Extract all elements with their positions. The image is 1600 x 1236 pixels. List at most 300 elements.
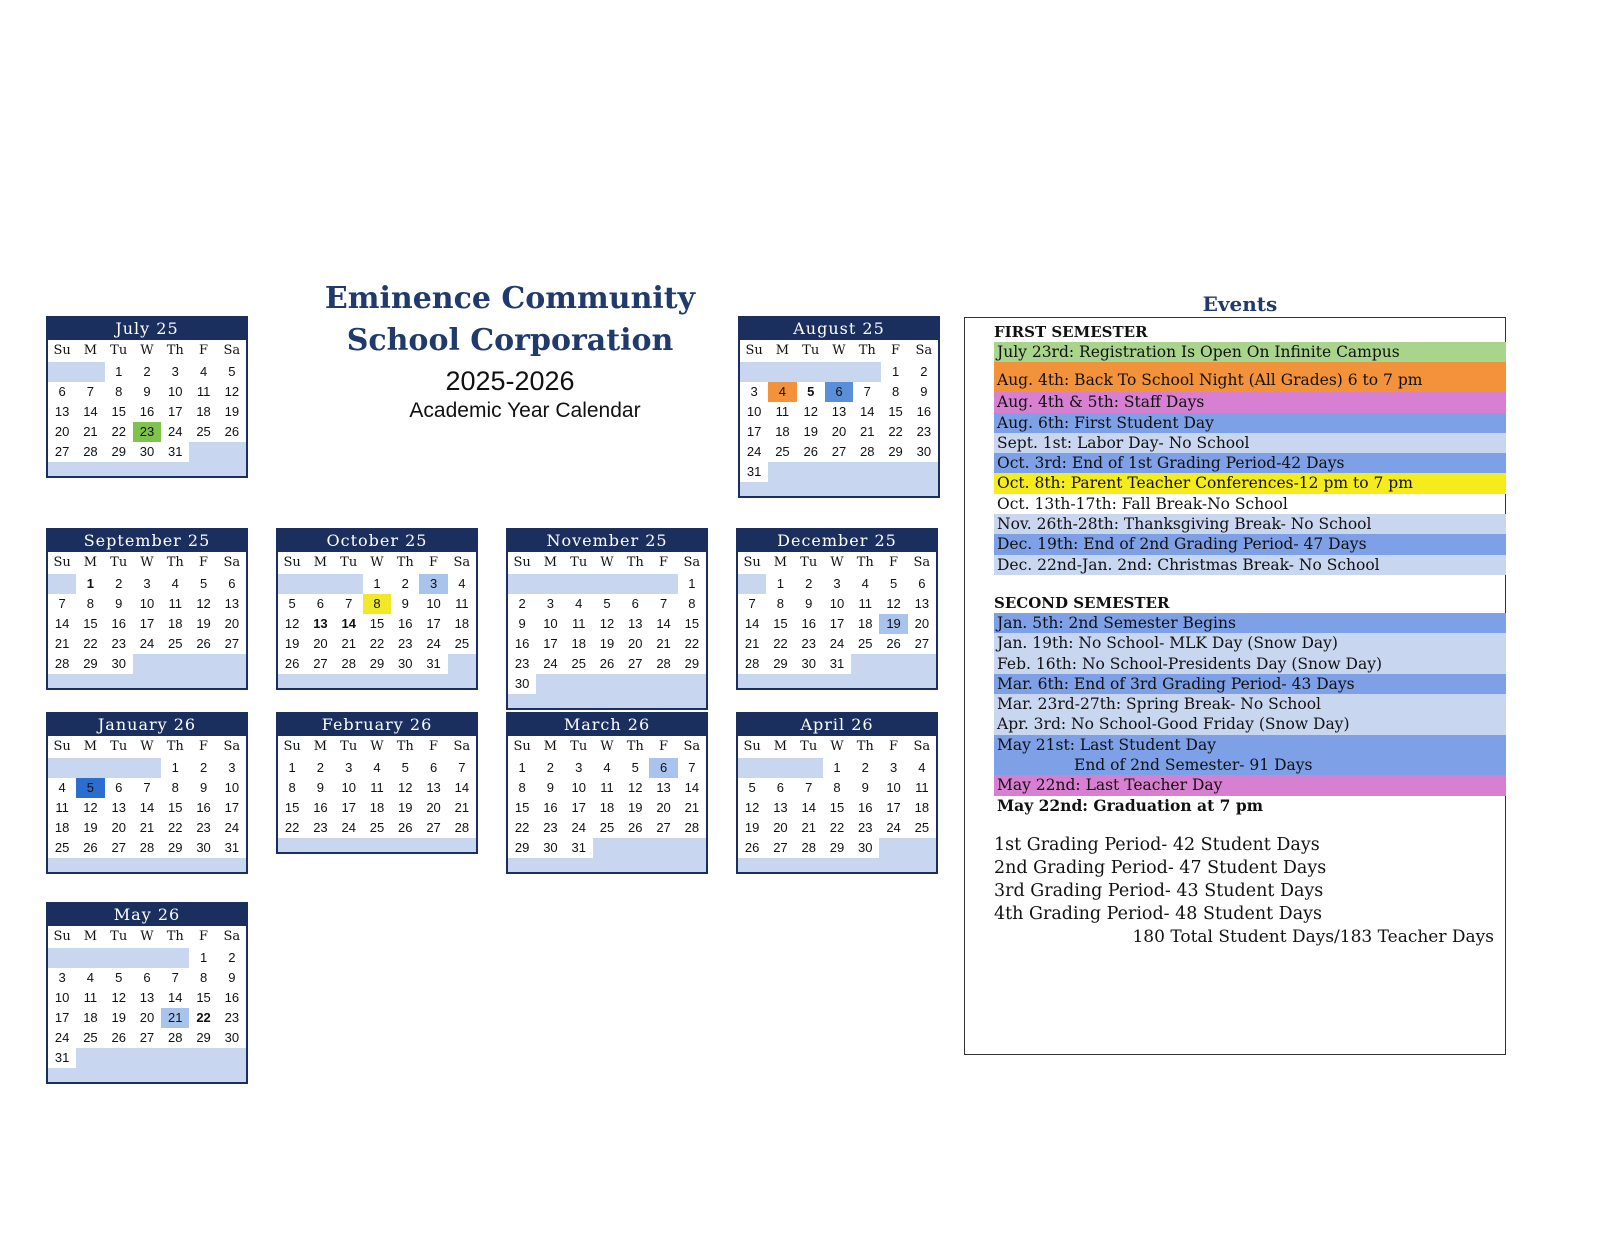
empty-day (851, 654, 879, 674)
day-cell: 15 (284, 800, 300, 815)
day-cell: 20 (628, 636, 643, 651)
day-of-week-row (508, 736, 706, 758)
day-of-week-row (740, 340, 938, 362)
grading-period-line: 1st Grading Period- 42 Student Days (994, 834, 1320, 855)
total-days: 180 Total Student Days/183 Teacher Days (1132, 926, 1494, 947)
day-cell: 1 (171, 760, 179, 775)
days-grid (48, 362, 246, 462)
day-cell: 23 (224, 1010, 240, 1025)
day-cell: 5 (401, 760, 409, 775)
day-cell: 15 (196, 990, 211, 1005)
day-cell: 6 (228, 576, 236, 591)
empty-day (565, 674, 593, 694)
day-cell: 4 (575, 596, 583, 611)
day-cell: 24 (829, 636, 845, 651)
event-item: Aug. 4th: Back To School Night (All Grades) 6 to 7 pm (994, 362, 1506, 392)
day-label: F (891, 343, 901, 358)
day-cell: 30 (858, 840, 873, 855)
empty-day (768, 362, 796, 382)
month-name: July 25 (48, 318, 246, 340)
empty-day (825, 462, 853, 482)
event-item: May 22nd: Graduation at 7 pm (997, 795, 1264, 815)
day-cell: 29 (111, 444, 126, 459)
day-cell: 26 (744, 840, 760, 855)
day-label: Tu (110, 343, 128, 358)
day-cell: 3 (889, 760, 898, 775)
day-cell: 18 (599, 800, 615, 815)
event-item: Mar. 6th: End of 3rd Grading Period- 43 Days (994, 674, 1506, 694)
day-label: W (830, 739, 844, 754)
day-label: F (199, 929, 209, 944)
day-cell: 5 (889, 576, 898, 591)
day-cell: 24 (139, 636, 155, 651)
day-cell: 28 (684, 820, 700, 835)
calendar-title-block (290, 278, 730, 423)
day-cell: 16 (111, 616, 126, 631)
day-cell: 31 (829, 656, 845, 671)
day-cell: 8 (199, 970, 208, 985)
day-cell: 20 (831, 424, 847, 439)
day-cell: 8 (171, 780, 179, 795)
day-label: F (199, 739, 209, 754)
day-label: Th (626, 555, 644, 570)
day-cell: 3 (419, 574, 447, 594)
second-semester-events (994, 613, 1506, 816)
day-cell: 20 (54, 424, 70, 439)
days-grid (48, 948, 246, 1068)
empty-day (105, 948, 133, 968)
day-cell: 29 (369, 656, 385, 671)
event-item: Oct. 3rd: End of 1st Grading Period-42 Days (994, 453, 1506, 473)
day-cell: 26 (83, 840, 98, 855)
event-item: May 21st: Last Student Day (994, 735, 1506, 755)
day-cell: 8 (688, 596, 696, 611)
month-name: December 25 (738, 530, 936, 552)
day-cell: 2 (228, 950, 236, 965)
grading-period-line: 2nd Grading Period- 47 Student Days (994, 857, 1327, 878)
month-name: January 26 (48, 714, 246, 736)
day-cell: 25 (196, 424, 211, 439)
day-label: W (140, 929, 154, 944)
empty-day (335, 574, 363, 594)
day-cell: 12 (196, 596, 211, 611)
day-cell: 22 (829, 820, 845, 835)
month-calendar (506, 528, 708, 710)
day-label: M (773, 739, 788, 754)
days-grid (508, 574, 706, 694)
empty-day (740, 362, 768, 382)
day-cell: 10 (886, 780, 901, 795)
day-cell: 21 (860, 424, 875, 439)
day-cell: 2 (115, 576, 123, 591)
day-cell: 17 (54, 1010, 70, 1025)
day-label: M (313, 739, 328, 754)
empty-day (536, 674, 564, 694)
day-cell: 18 (83, 1010, 98, 1025)
day-cell: 18 (369, 800, 385, 815)
day-cell: 3 (143, 576, 151, 591)
day-cell: 28 (139, 840, 155, 855)
day-cell: 10 (139, 596, 155, 611)
day-label: M (83, 929, 98, 944)
day-label: Tu (110, 555, 128, 570)
empty-day (910, 462, 938, 482)
empty-day (161, 1048, 189, 1068)
day-cell: 24 (341, 820, 356, 835)
day-cell: 25 (454, 636, 470, 651)
day-cell: 25 (914, 820, 930, 835)
empty-day (565, 574, 593, 594)
month-name: September 25 (48, 530, 246, 552)
month-footer (278, 674, 476, 688)
day-cell: 18 (914, 800, 930, 815)
days-grid (278, 574, 476, 674)
day-cell: 30 (916, 444, 932, 459)
day-cell: 6 (631, 596, 639, 611)
day-label: Th (626, 739, 644, 754)
month-calendar (276, 528, 478, 690)
empty-day (133, 758, 161, 778)
empty-day (133, 1048, 161, 1068)
day-cell: 23 (514, 656, 530, 671)
day-cell: 7 (863, 384, 871, 399)
empty-day (76, 758, 104, 778)
day-cell: 13 (139, 990, 155, 1005)
day-label: Sa (913, 739, 931, 754)
day-cell: 15 (684, 616, 700, 631)
day-cell: 14 (454, 780, 470, 795)
day-cell: 3 (58, 970, 66, 985)
day-cell: 28 (860, 444, 875, 459)
day-cell: 10 (829, 596, 845, 611)
month-name: November 25 (508, 530, 706, 552)
day-cell: 13 (628, 616, 643, 631)
days-grid (738, 758, 936, 858)
event-item: Mar. 23rd-27th: Spring Break- No School (994, 694, 1506, 714)
day-cell: 11 (571, 616, 586, 631)
day-label: Su (53, 555, 71, 570)
day-cell: 16 (398, 616, 413, 631)
day-cell: 25 (599, 820, 615, 835)
month-footer (48, 674, 246, 688)
month-footer (48, 462, 246, 476)
day-cell: 22 (369, 636, 385, 651)
day-label: Tu (800, 555, 818, 570)
day-label: F (199, 343, 209, 358)
day-cell: 18 (196, 404, 211, 419)
day-cell: 1 (288, 760, 296, 775)
day-cell: 22 (83, 636, 98, 651)
day-label: W (830, 555, 844, 570)
day-cell: 19 (196, 616, 211, 631)
day-label: Sa (453, 739, 471, 754)
day-cell: 30 (111, 656, 126, 671)
day-cell: 16 (543, 800, 558, 815)
day-label: Su (513, 739, 531, 754)
day-cell: 29 (888, 444, 903, 459)
day-cell: 10 (571, 780, 586, 795)
day-cell: 27 (54, 444, 70, 459)
day-cell: 3 (228, 760, 236, 775)
day-label: F (429, 555, 439, 570)
event-item: Oct. 13th-17th: Fall Break-No School (997, 494, 1288, 513)
empty-day (621, 574, 649, 594)
day-cell: 7 (58, 596, 66, 611)
day-cell: 12 (83, 800, 98, 815)
day-cell: 29 (83, 656, 98, 671)
day-cell: 28 (656, 656, 671, 671)
day-cell: 10 (746, 404, 762, 419)
day-cell: 22 (168, 820, 183, 835)
day-cell: 24 (426, 636, 441, 651)
day-label: Tu (340, 555, 358, 570)
day-of-week-row (48, 340, 246, 362)
days-grid (278, 758, 476, 838)
day-cell: 17 (426, 616, 441, 631)
day-cell: 16 (514, 636, 530, 651)
day-cell: 9 (861, 780, 869, 795)
day-of-week-row (738, 552, 936, 574)
event-item: Dec. 22nd-Jan. 2nd: Christmas Break- No School (994, 555, 1506, 575)
day-cell: 5 (288, 596, 296, 611)
day-cell: 1 (199, 950, 208, 965)
day-cell: 16 (801, 616, 816, 631)
day-cell: 6 (649, 758, 677, 778)
day-cell: 23 (543, 820, 558, 835)
day-cell: 14 (744, 616, 760, 631)
day-label: Th (858, 343, 876, 358)
day-cell: 5 (76, 778, 104, 798)
day-cell: 26 (398, 820, 413, 835)
day-cell: 2 (199, 760, 208, 775)
day-label: Sa (915, 343, 933, 358)
day-cell: 23 (398, 636, 413, 651)
day-label: Th (396, 555, 414, 570)
events-list (994, 322, 1506, 948)
day-cell: 14 (860, 404, 875, 419)
event-item: Apr. 3rd: No School-Good Friday (Snow Day) (994, 714, 1506, 734)
empty-day (105, 758, 133, 778)
days-grid (740, 362, 938, 482)
month-footer (508, 858, 706, 872)
empty-day (218, 442, 246, 462)
empty-day (593, 674, 621, 694)
day-cell: 12 (803, 404, 818, 419)
empty-day (48, 758, 76, 778)
day-cell: 30 (398, 656, 413, 671)
event-item: Oct. 8th: Parent Teacher Conferences-12 pm to 7 pm (994, 473, 1506, 493)
empty-day (76, 1048, 104, 1068)
month-footer (508, 694, 706, 708)
day-cell: 24 (543, 656, 558, 671)
day-cell: 6 (316, 596, 325, 611)
empty-day (161, 654, 189, 674)
day-label: Sa (453, 555, 471, 570)
school-name-line1: Eminence Community (324, 281, 696, 316)
day-cell: 14 (801, 800, 816, 815)
day-cell: 21 (801, 820, 816, 835)
day-cell: 17 (224, 800, 240, 815)
empty-day (48, 948, 76, 968)
day-cell: 15 (888, 404, 903, 419)
day-cell: 24 (54, 1030, 70, 1045)
empty-day (508, 574, 536, 594)
month-calendar (736, 528, 938, 690)
day-cell: 28 (341, 656, 356, 671)
day-cell: 4 (373, 760, 381, 775)
day-cell: 30 (196, 840, 211, 855)
day-label: W (832, 343, 846, 358)
day-cell: 3 (345, 760, 353, 775)
month-calendar (736, 712, 938, 874)
event-item: Aug. 4th & 5th: Staff Days (994, 392, 1506, 412)
empty-day (48, 574, 76, 594)
day-cell: 15 (773, 616, 788, 631)
day-cell: 15 (168, 800, 183, 815)
empty-day (649, 674, 677, 694)
day-label: M (83, 343, 98, 358)
day-cell: 15 (514, 800, 530, 815)
day-cell: 11 (196, 384, 211, 399)
day-of-week-row (738, 736, 936, 758)
day-cell: 6 (918, 576, 926, 591)
day-cell: 24 (886, 820, 901, 835)
day-cell: 22 (514, 820, 530, 835)
day-cell: 31 (54, 1050, 70, 1065)
empty-day (306, 574, 334, 594)
day-label: Th (166, 555, 184, 570)
day-cell: 26 (886, 636, 901, 651)
days-grid (48, 758, 246, 858)
day-cell: 6 (58, 384, 66, 399)
day-cell: 19 (398, 800, 413, 815)
day-cell: 1 (833, 760, 841, 775)
day-label: Tu (110, 739, 128, 754)
day-cell: 5 (631, 760, 639, 775)
day-cell: 9 (518, 616, 526, 631)
day-cell: 19 (599, 636, 615, 651)
day-cell: 19 (111, 1010, 126, 1025)
day-cell: 10 (341, 780, 356, 795)
day-cell: 15 (111, 404, 126, 419)
day-cell: 4 (171, 576, 179, 591)
day-cell: 13 (914, 596, 930, 611)
day-cell: 14 (341, 616, 356, 631)
day-label: Tu (570, 739, 588, 754)
day-cell: 14 (168, 990, 183, 1005)
day-cell: 20 (139, 1010, 155, 1025)
day-cell: 30 (543, 840, 558, 855)
day-cell: 15 (829, 800, 845, 815)
day-label: Su (53, 739, 71, 754)
day-cell: 29 (168, 840, 183, 855)
day-cell: 21 (684, 800, 700, 815)
day-label: Su (283, 739, 301, 754)
day-cell: 20 (224, 616, 240, 631)
day-cell: 10 (54, 990, 70, 1005)
empty-day (189, 654, 217, 674)
day-label: W (600, 739, 614, 754)
academic-year: 2025-2026 (445, 366, 575, 396)
day-cell: 28 (54, 656, 70, 671)
day-cell: 29 (514, 840, 530, 855)
day-cell: 7 (748, 596, 756, 611)
day-cell: 5 (115, 970, 123, 985)
month-calendar (46, 316, 248, 478)
day-cell: 8 (891, 384, 900, 399)
day-label: W (370, 739, 384, 754)
day-label: Tu (802, 343, 820, 358)
day-cell: 7 (458, 760, 466, 775)
empty-day (797, 362, 825, 382)
day-cell: 9 (143, 384, 151, 399)
day-cell: 11 (775, 404, 790, 419)
day-cell: 20 (426, 800, 441, 815)
day-label: F (889, 555, 899, 570)
empty-day (881, 462, 909, 482)
day-label: Sa (683, 555, 701, 570)
day-cell: 17 (341, 800, 356, 815)
day-label: Sa (223, 555, 241, 570)
day-cell: 4 (768, 382, 796, 402)
day-label: M (775, 343, 790, 358)
day-label: Sa (683, 739, 701, 754)
day-cell: 11 (83, 990, 98, 1005)
month-calendar (506, 712, 708, 874)
day-label: F (199, 555, 209, 570)
day-cell: 19 (879, 614, 907, 634)
day-cell: 14 (83, 404, 98, 419)
event-item: May 22nd: Last Teacher Day (994, 775, 1506, 795)
day-cell: 21 (656, 636, 671, 651)
day-cell: 17 (571, 800, 586, 815)
day-cell: 13 (313, 616, 328, 631)
day-cell: 9 (228, 970, 236, 985)
day-label: M (773, 555, 788, 570)
day-cell: 12 (224, 384, 240, 399)
day-cell: 25 (775, 444, 790, 459)
day-cell: 10 (426, 596, 441, 611)
day-cell: 8 (288, 780, 296, 795)
day-cell: 2 (920, 364, 928, 379)
event-item: Feb. 16th: No School-Presidents Day (Snow Day) (994, 654, 1506, 674)
day-label: Su (513, 555, 531, 570)
day-cell: 29 (829, 840, 845, 855)
day-cell: 2 (861, 760, 869, 775)
day-label: Tu (110, 929, 128, 944)
day-cell: 5 (748, 780, 756, 795)
day-cell: 10 (224, 780, 240, 795)
day-cell: 4 (58, 780, 66, 795)
day-cell: 18 (858, 616, 873, 631)
empty-day (825, 362, 853, 382)
empty-day (161, 948, 189, 968)
event-item: Sept. 1st: Labor Day- No School (994, 433, 1506, 453)
empty-day (853, 362, 881, 382)
day-cell: 23 (916, 424, 932, 439)
empty-day (795, 758, 823, 778)
day-of-week-row (508, 552, 706, 574)
day-cell: 31 (224, 840, 240, 855)
day-cell: 26 (599, 656, 615, 671)
day-label: W (600, 555, 614, 570)
day-label: Th (166, 929, 184, 944)
day-cell: 28 (744, 656, 760, 671)
month-name: May 26 (48, 904, 246, 926)
day-cell: 9 (546, 780, 555, 795)
day-cell: 25 (369, 820, 385, 835)
day-cell: 19 (744, 820, 760, 835)
